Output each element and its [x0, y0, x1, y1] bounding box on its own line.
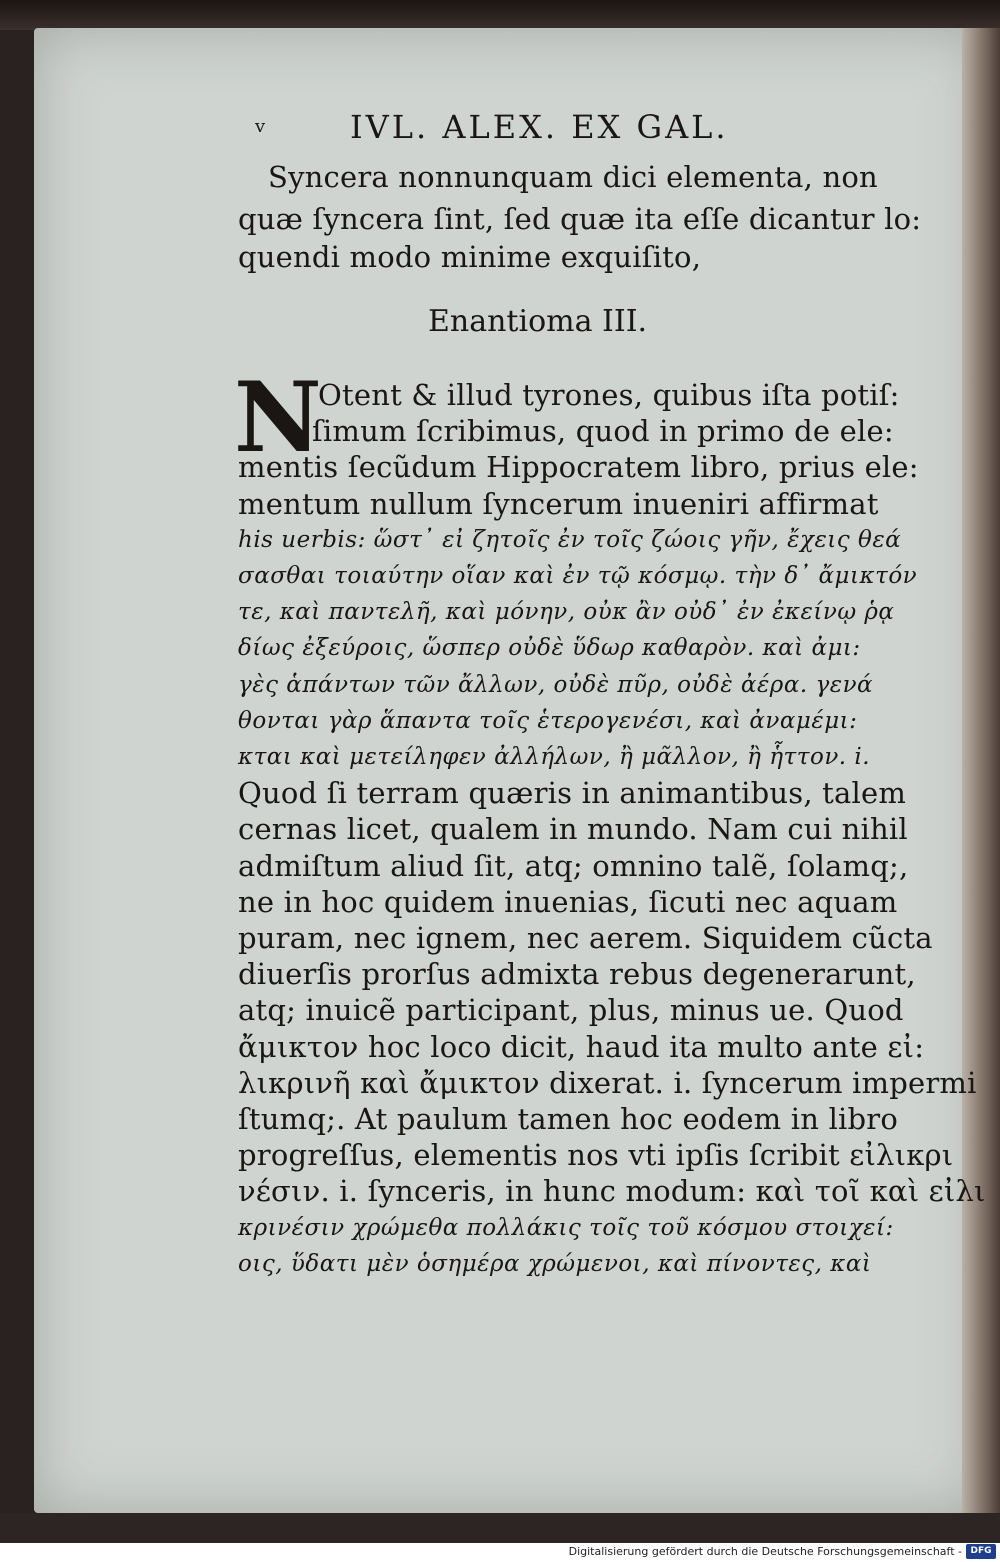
intro-line: quendi modo minime exquiſito,	[238, 240, 702, 274]
body-line: cernas licet, qualem in mundo. Nam cui nihil	[238, 812, 908, 847]
scan-edge-bottom	[0, 1513, 1000, 1543]
book-spine-edge	[962, 28, 1000, 1513]
footer-credit: Digitalisierung gefördert durch die Deutsche Forschungsgemeinschaft -	[568, 1545, 962, 1558]
body-line: ſimum ſcribimus, quod in primo de ele:	[312, 414, 894, 449]
body-line: ἄμικτον hoc loco dicit, haud ita multo ante εἰ:	[238, 1029, 925, 1064]
dfg-logo: DFG	[966, 1544, 996, 1559]
body-line: mentis ſecũdum Hippocratem libro, prius ele:	[238, 450, 919, 485]
body-line: κρινέσιν χρώμεθα πολλάκις τοῖς τοῦ κόσμου στοιχεί:	[238, 1214, 894, 1241]
body-line: ne in hoc quidem inuenias, ſicuti nec aquam	[238, 884, 898, 919]
body-line: σασθαι τοιαύτην οἵαν καὶ ἐν τῷ κόσμῳ. τὴν δ᾽ ἄμικτόν	[238, 563, 918, 589]
running-head: IVL. ALEX. EX GAL.	[350, 108, 729, 146]
scan-edge-top	[0, 0, 1000, 30]
body-line: οις, ὕδατι μὲν ὁσημέρα χρώμενοι, καὶ πίνοντες, καὶ	[238, 1250, 872, 1277]
body-line: ſtumq;. At paulum tamen hoc eodem in libro	[238, 1102, 899, 1136]
body-line: γὲς ἁπάντων τῶν ἄλλων, οὐδὲ πῦρ, οὐδὲ ἀέρα. γενά	[238, 671, 874, 698]
body-line: δίως ἐξεύροις, ὥσπερ οὐδὲ ὕδωρ καθαρὸν. καὶ ἀμι:	[238, 635, 861, 662]
body-line: τε, καὶ παντελῆ, καὶ μόνην, οὐκ ἂν οὐδ᾽ ἐν ἐκείνῳ ῥᾳ	[238, 599, 895, 626]
body-line: puram, nec ignem, nec aerem. Siquidem cũcta	[238, 921, 933, 955]
body-line: νέσιν. i. ſynceris, in hunc modum: καὶ τοῖ καὶ εἰλι	[238, 1174, 986, 1209]
body-line: Quod ſi terram quæris in animantibus, talem	[238, 776, 907, 811]
body-line: his uerbis: ὥστ᾽ εἰ ζητοῖς ἐν τοῖς ζώοις γῆν, ἔχεις θεά	[238, 526, 902, 553]
body-line: atq; inuicẽ participant, plus, minus ue. Quod	[238, 993, 904, 1028]
body-line: λικρινῆ καὶ ἄμικτον dixerat. i. ſyncerum impermi	[238, 1065, 977, 1100]
drop-cap: N	[234, 361, 322, 474]
body-line: progreſſus, elementis nos vti ipſis ſcribit εἰλικρι	[238, 1138, 954, 1173]
section-title: Enantioma III.	[428, 304, 648, 339]
body-line: κται καὶ μετείληφεν ἀλλήλων, ἢ μᾶλλον, ἢ ἧττον. i.	[238, 744, 871, 770]
body-line: mentum nullum ſyncerum inueniri affirmat	[238, 486, 879, 521]
head-mark: v	[255, 116, 266, 137]
intro-line: quæ ſyncera ſint, ſed quæ ita eſſe dicantur lo:	[238, 202, 922, 236]
body-line: θονται γὰρ ἅπαντα τοῖς ἑτερογενέσι, καὶ ἀναμέμι:	[238, 707, 858, 734]
intro-line: Syncera nonnunquam dici elementa, non	[268, 160, 878, 194]
body-line: Otent & illud tyrones, quibus iſta potiſ:	[318, 378, 900, 412]
body-line: admiſtum aliud ſit, atq; omnino talẽ, ſolamq;,	[238, 848, 909, 883]
body-line: diuerſis prorſus admixta rebus degenerarunt,	[238, 957, 916, 992]
